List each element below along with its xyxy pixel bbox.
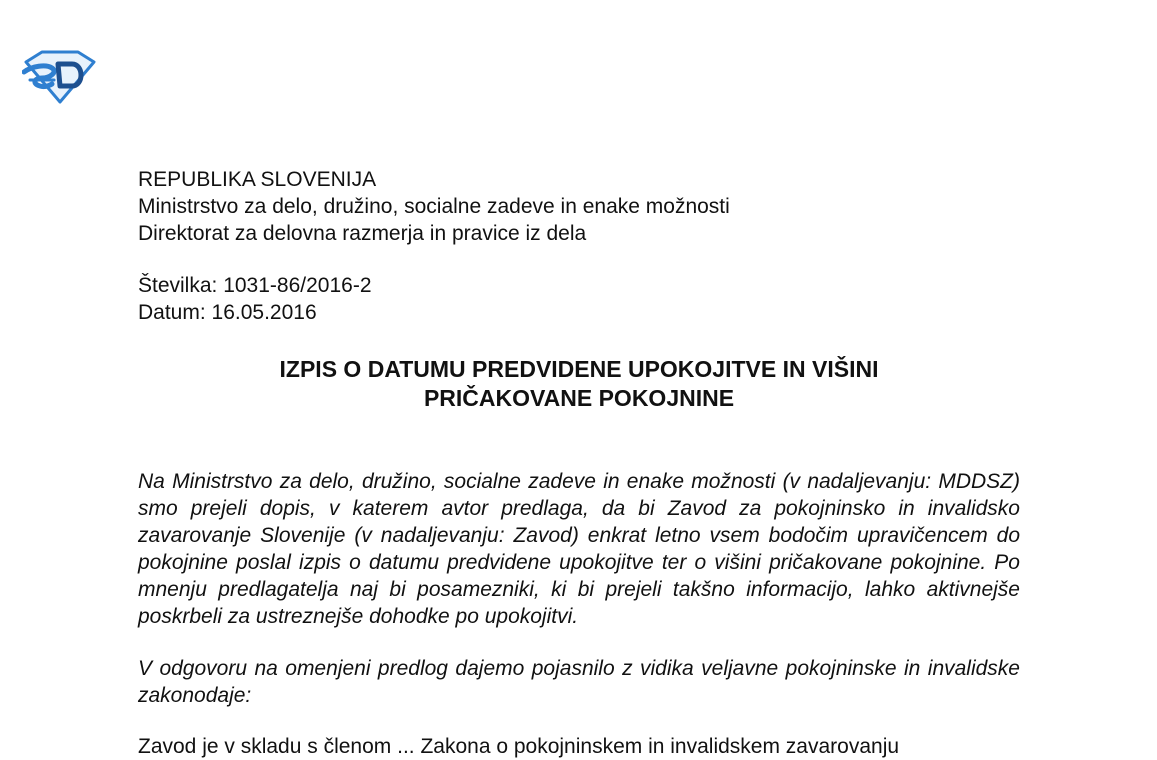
document-number: Številka: 1031-86/2016-2	[138, 274, 372, 297]
document-date: Datum: 16.05.2016	[138, 301, 317, 324]
ministry-logo-icon	[22, 50, 96, 104]
ministry-name: Ministrstvo za delo, družino, socialne zadeve in enake možnosti	[138, 195, 730, 218]
body-paragraph-3: Zavod je v skladu s členom ... Zakona o pokojninskem in invalidskem zavarovanju	[138, 735, 900, 758]
body-paragraph-2: V odgovoru na omenjeni predlog dajemo pojasnilo z vidika veljavne pokojninske in invalidske zakonodaje:	[138, 657, 1020, 707]
document-reference	[138, 272, 372, 326]
document-title	[138, 355, 1020, 413]
title-line-2: PRIČAKOVANE POKOJNINE	[423, 385, 735, 411]
directorate-name: Direktorat za delovna razmerja in pravice iz dela	[138, 222, 587, 245]
body-paragraph-1: Na Ministrstvo za delo, družino, socialne zadeve in enake možnosti (v nadaljevanju: MDDSZ) smo prejeli dopis, v katerem avtor predlaga, da bi Zavod za pokojninsko in invalidsko zavarovanje Slovenije (v nadaljevanju: Zavod) enkrat letno vsem bodočim upravičencem do pokojnine poslal izpis o datumu predvidene upokojitve ter o višini pričakovane pokojnine. Po mnenju predlagatelja naj bi posamezniki, ki bi prejeli takšno informacijo, lahko aktivnejše poskrbeli za ustreznejše dohodke po upokojitvi.	[138, 470, 1020, 628]
country-name: REPUBLIKA SLOVENIJA	[138, 168, 377, 191]
title-line-1: IZPIS O DATUMU PREDVIDENE UPOKOJITVE IN VIŠINI	[279, 356, 879, 382]
letterhead	[138, 166, 730, 247]
